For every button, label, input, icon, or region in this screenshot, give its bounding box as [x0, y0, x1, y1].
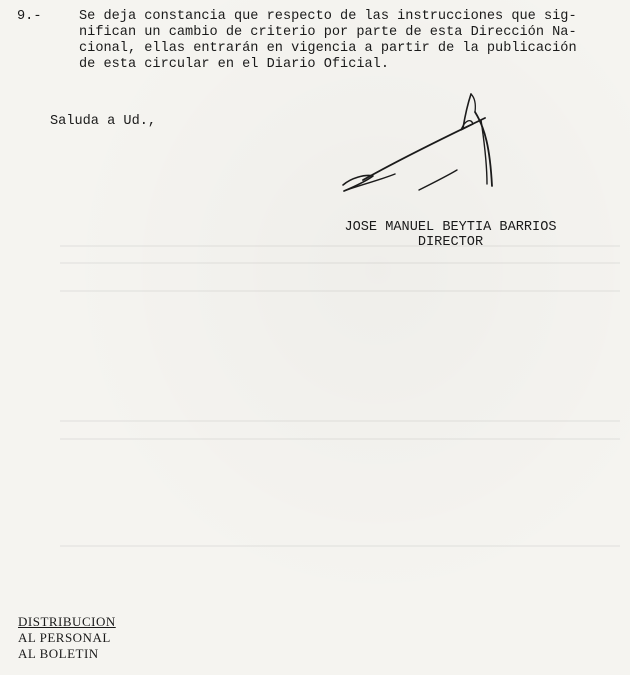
show-through-line [60, 438, 620, 440]
signer-block [333, 220, 568, 250]
paragraph-line: Se deja constancia que respecto de las instrucciones que sig- [79, 9, 577, 24]
item-number: 9.- [17, 9, 42, 24]
paragraph-line: nifican un cambio de criterio por parte de esta Dirección Na- [79, 25, 577, 40]
signer-name: JOSE MANUEL BEYTIA BARRIOS [344, 220, 557, 235]
paragraph-text [79, 9, 614, 73]
signer-title: DIRECTOR [417, 235, 484, 250]
paragraph-line: de esta circular en el Diario Oficial. [79, 57, 389, 72]
show-through-line [60, 290, 620, 292]
distribution-title: DISTRIBUCION [18, 614, 116, 629]
show-through-line [60, 545, 620, 547]
distribution-list [18, 614, 116, 662]
distribution-recipient: AL PERSONAL [18, 630, 111, 645]
paragraph-line: cional, ellas entrarán en vigencia a partir de la publicación [79, 41, 577, 56]
show-through-line [60, 262, 620, 264]
distribution-recipient: AL BOLETIN [18, 646, 99, 661]
show-through-line [60, 420, 620, 422]
handwritten-signature [335, 90, 505, 200]
closing-greeting: Saluda a Ud., [50, 114, 157, 129]
